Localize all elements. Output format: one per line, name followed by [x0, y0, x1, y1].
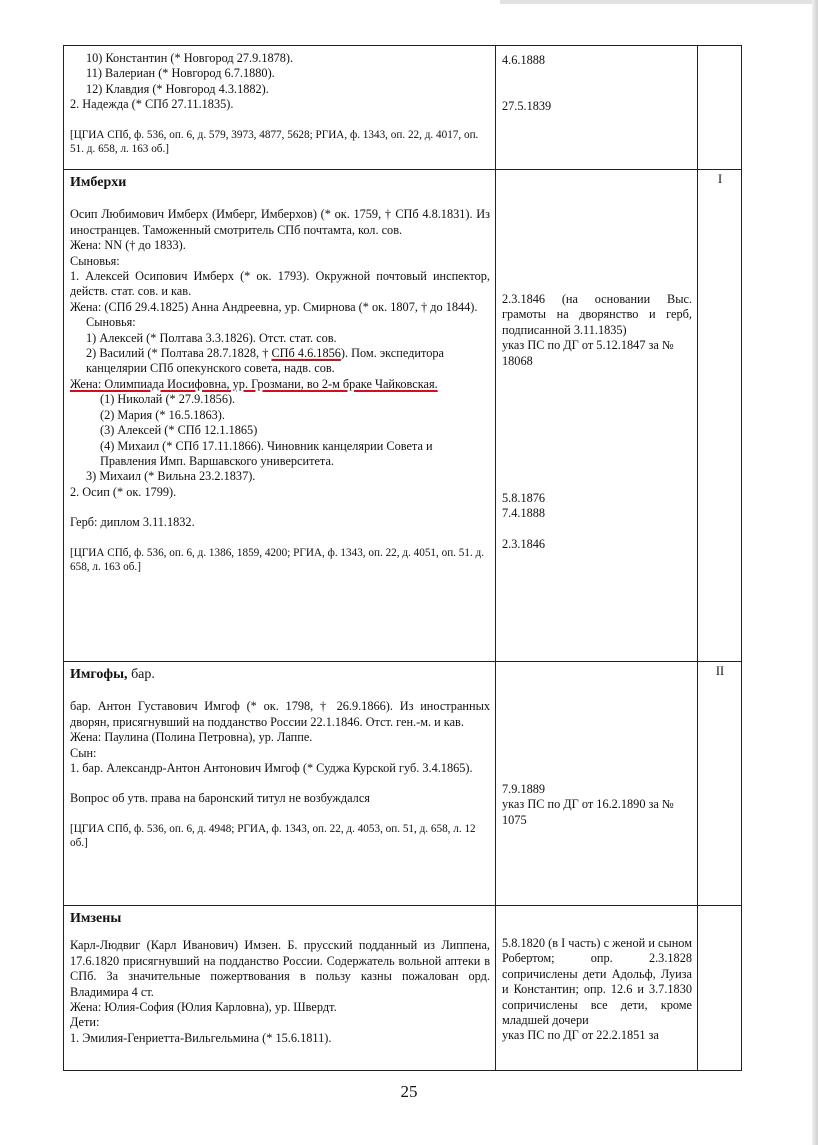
entry-line: Сыновья: — [86, 315, 136, 330]
page-number: 25 — [400, 1082, 418, 1101]
date-entry: указ ПС по ДГ от 22.2.1851 за — [502, 1028, 659, 1043]
table-row — [64, 906, 742, 1071]
entry-line: 1. Алексей Осипович Имберх (* ок. 1793). Окружной почтовый инспектор, действ. стат. сов. и кав. — [70, 269, 490, 299]
entry-line: (3) Алексей (* СПб 12.1.1865) — [100, 423, 258, 438]
rank-cell: I — [698, 170, 742, 662]
entry-line: Жена: Паулина (Полина Петровна), ур. Лаппе. — [70, 730, 313, 745]
entry-line: 12) Клавдия (* Новгород 4.3.1882). — [86, 81, 269, 96]
entry-line: Жена: Юлия-София (Юлия Карловна), ур. Швердт. — [70, 1000, 337, 1015]
entry-cell — [64, 906, 496, 1071]
family-header: Имберхи — [70, 175, 127, 190]
entry-cell — [64, 662, 496, 906]
underlined-date: СПб 4.6.1856 — [271, 346, 341, 361]
entry-line: Герб: диплом 3.11.1832. — [70, 515, 195, 530]
entry-line: 1) Алексей (* Полтава 3.3.1826). Отст. стат. сов. — [86, 330, 337, 345]
entry-line: Жена: (СПб 29.4.1825) Анна Андреевна, ур. Смирнова (* ок. 1807, † до 1844). — [70, 299, 478, 314]
table-row — [64, 46, 742, 170]
scan-edge-top — [500, 0, 818, 4]
entry-line: 2. Надежда (* СПб 27.11.1835). — [70, 97, 234, 112]
dates-cell — [496, 46, 698, 170]
entry-line: Сын: — [70, 745, 97, 760]
table-row — [64, 662, 742, 906]
entry-line: Вопрос об утв. права на баронский титул не возбуждался — [70, 791, 370, 806]
rank-cell — [698, 46, 742, 170]
entry-line: (4) Михаил (* СПб 17.11.1866). Чиновник канцелярии Совета и Правления Имп. Варшавского университета. — [100, 438, 433, 468]
date-entry: 7.4.1888 — [502, 506, 546, 521]
date-entry: 5.8.1876 — [502, 491, 546, 506]
rank-cell: II — [698, 662, 742, 906]
archive-reference: [ЦГИА СПб, ф. 536, оп. 6, д. 579, 3973, 4877, 5628; РГИА, ф. 1343, оп. 22, д. 4017, оп. 51. д. 658, л. 163 об.] — [70, 128, 479, 155]
family-header: Имзены — [70, 911, 122, 926]
entry-line: 1. бар. Александр-Антон Антонович Имгоф (* Суджа Курской губ. 3.4.1865). — [70, 761, 473, 776]
rank-cell — [698, 906, 742, 1071]
entry-line: Дети: — [70, 1015, 100, 1030]
family-header: Имгофы, бар. — [70, 667, 155, 682]
entry-cell — [64, 46, 496, 170]
table-row — [64, 170, 742, 662]
genealogy-table — [63, 45, 742, 1071]
entry-line: 1. Эмилия-Генриетта-Вильгельмина (* 15.6.1811). — [70, 1030, 332, 1045]
archive-reference: [ЦГИА СПб, ф. 536, оп. 6, д. 1386, 1859, 4200; РГИА, ф. 1343, оп. 22, д. 4051, оп. 51. д. 658, л. 163 об.] — [70, 546, 485, 573]
date-entry: 5.8.1820 (в I часть) с женой и сыном Робертом; опр. 2.3.1828 сопричислены дети Адольф, Луиза и Константин; опр. 12.6 и 3.7.1830 сопричислены все дети, кроме младшей дочери — [502, 936, 692, 1028]
dates-cell — [496, 906, 698, 1071]
date-entry: 2.3.1846 — [502, 536, 546, 551]
date-entry: указ ПС по ДГ от 5.12.1847 за № 18068 — [502, 338, 674, 368]
entry-line: Жена: NN († до 1833). — [70, 238, 186, 253]
entry-line: Осип Любимович Имберх (Имберг, Имберхов) (* ок. 1759, † СПб 4.8.1831). Из иностранцев. Таможенный смотритель СПб почтамта, кол. сов. — [70, 207, 490, 237]
entry-line: Карл-Людвиг (Карл Иванович) Имзен. Б. прусский подданный из Липпена, 17.6.1820 присягнувший на подданство России. Содержатель вольной аптеки в СПб. За значительные пожертвования в пользу казны пожалован орд. Владимира 4 ст. — [70, 938, 490, 999]
scan-edge-right — [812, 0, 818, 1145]
dates-cell — [496, 662, 698, 906]
entry-line: 11) Валериан (* Новгород 6.7.1880). — [86, 66, 275, 81]
entry-line: 2. Осип (* ок. 1799). — [70, 484, 177, 499]
entry-line: 2) Василий (* Полтава 28.7.1828, † СПб 4.6.1856). Пом. экспедитора канцелярии СПб опекунского совета, надв. сов. — [86, 346, 444, 376]
dates-cell — [496, 170, 698, 662]
date-entry: 4.6.1888 — [502, 53, 546, 67]
entry-line: бар. Антон Густавович Имгоф (* ок. 1798, † 26.9.1866). Из иностранных дворян, присягнувший на подданство России 22.1.1846. Отст. ген.-м. и кав. — [70, 699, 490, 729]
entry-line: 3) Михаил (* Вильна 23.2.1837). — [86, 469, 256, 484]
entry-line: (2) Мария (* 16.5.1863). — [100, 407, 225, 422]
date-entry: указ ПС по ДГ от 16.2.1890 за № 1075 — [502, 797, 674, 827]
date-entry: 2.3.1846 (на основании Выс. грамоты на дворянство и герб, подписанной 3.11.1835) — [502, 292, 692, 337]
date-entry: 27.5.1839 — [502, 99, 552, 114]
entry-line: Жена: Олимпиада Иосифовна, ур. Грозмани, во 2-м браке Чайковская. — [70, 376, 438, 391]
archive-reference: [ЦГИА СПб, ф. 536, оп. 6, д. 4948; РГИА, ф. 1343, оп. 22, д. 4053, оп. 51, д. 658, л. 12 об.] — [70, 822, 476, 850]
date-entry: 7.9.1889 — [502, 782, 546, 796]
entry-cell — [64, 170, 496, 662]
entry-line: (1) Николай (* 27.9.1856). — [100, 392, 236, 407]
entry-line: 10) Константин (* Новгород 27.9.1878). — [86, 51, 294, 65]
entry-line: Сыновья: — [70, 253, 120, 268]
